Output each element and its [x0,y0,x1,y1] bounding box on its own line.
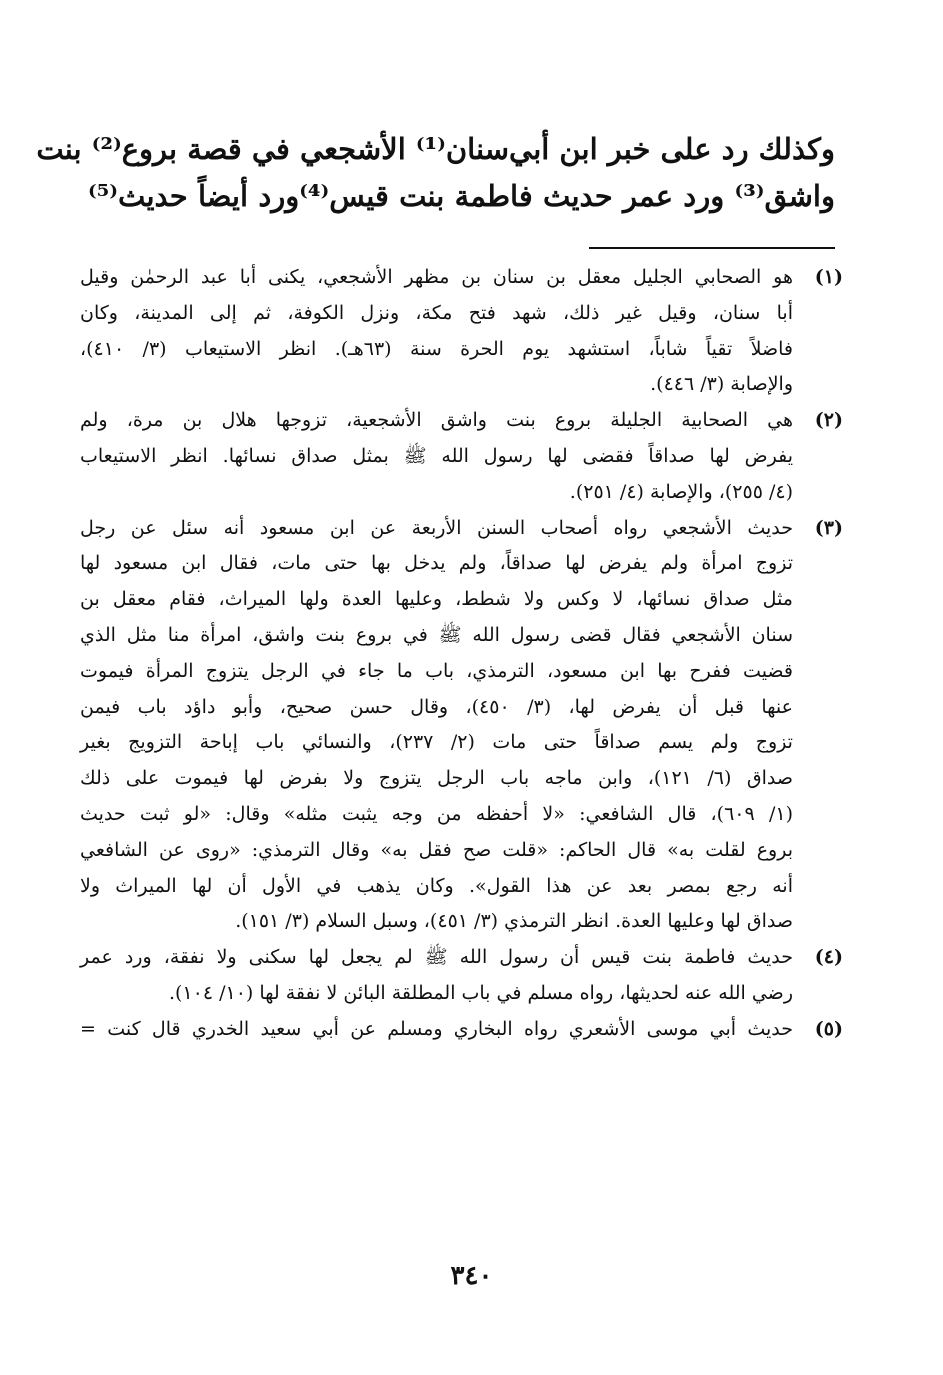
footnote-line: عنها قبل أن يفرض لها، (٣/ ٤٥٠)، وقال حسن صحيح، وأبو داؤد باب فيمن [80,695,793,718]
footnote-line: فاضلاً تقياً شاباً، استشهد يوم الحرة سنة (٦٣هـ). انظر الاستيعاب (٣/ ٤١٠)، [80,337,793,360]
page-number: ٣٤٠ [450,1261,493,1291]
footnote-line: تزوج ولم يسم صداقاً حتى مات (٢/ ٢٣٧)، والنسائي باب إباحة التزويج بغير [80,731,793,754]
footnote-line: حديث أبي موسى الأشعري رواه البخاري ومسلم عن أبي سعيد الخدري قال كنت = [80,1017,793,1040]
footnote-2 [80,403,843,510]
footnote-line: مثل صداق نسائها، لا وكس ولا شطط، وعليها العدة ولها الميراث، فقام معقل بن [80,588,793,611]
footnote-line: حديث الأشجعي رواه أصحاب السنن الأربعة عن ابن مسعود أنه سئل عن رجل [80,516,793,539]
footnote-4 [80,940,843,1012]
footnote-number: (٥) [814,1017,843,1040]
footnote-separator [589,247,835,249]
footnote-line: تزوج امرأة ولم يفرض لها صداقاً، ولم يدخل بها حتى مات، فقال ابن مسعود لها [80,552,793,575]
footnote-number: (٤) [814,946,843,969]
footnote-line: سنان الأشجعي فقال قضى رسول الله ﷺ في بروع بنت واشق، امرأة منا مثل الذي [80,623,793,646]
footnote-line: رضي الله عنه لحديثها، رواه مسلم في باب المطلقة البائن لا نفقة لها (١٠/ ١٠٤). [168,981,793,1004]
footnote-line: (٤/ ٢٥٥)، والإصابة (٤/ ٢٥١). [569,480,793,503]
footnote-number: (٢) [814,409,843,432]
footnote-3 [80,511,843,941]
footnote-line: (١/ ٦٠٩)، قال الشافعي: «لا أحفظه من وجه يثبت مثله» وقال: «لو ثبت حديث [80,802,793,825]
footnote-5 [80,1012,843,1048]
main-line-2: واشق⁽³⁾ ورد عمر حديث فاطمة بنت قيس⁽⁴⁾ورد أيضاً حديث⁽⁵⁾ [88,179,835,213]
footnote-line: صداق (٦/ ١٢١)، وابن ماجه باب الرجل يتزوج ولا بفرض لها فيموت على ذلك [80,767,793,790]
footnote-line: بروع لقلت به» قال الحاكم: «قلت صح فقل به» وقال الترمذي: «روى عن الشافعي [80,838,793,861]
footnote-number: (١) [814,266,843,288]
footnotes-section [80,260,843,1048]
footnote-line: يفرض لها صداقاً فقضى لها رسول الله ﷺ بمثل صداق نسائها. انظر الاستيعاب [80,444,793,467]
footnote-1 [80,260,843,403]
footnote-line: هو الصحابي الجليل معقل بن سنان بن مظهر الأشجعي، يكنى أبا عبد الرحمٰن وقيل [80,266,793,288]
footnote-line: صداق لها وعليها العدة. انظر الترمذي (٣/ ٤٥١)، وسبل السلام (٣/ ١٥١). [235,910,793,933]
footnote-number: (٣) [814,516,843,539]
footnote-line: قضيت ففرح بها ابن مسعود، الترمذي، باب ما جاء في الرجل يتزوج المرأة فيموت [80,659,793,682]
footnote-line: هي الصحابية الجليلة بروع بنت واشق الأشجعية، تزوجها هلال بن مرة، ولم [80,409,793,432]
footnote-line: أنه رجع بمصر بعد عن هذا القول». وكان يذهب في الأول أن لها الميراث ولا [80,874,793,897]
main-line-1: وكذلك رد على خبر ابن أبي‌سنان⁽¹⁾ الأشجعي في قصة بروع⁽²⁾ بنت [36,132,835,166]
footnote-line: والإصابة (٣/ ٤٤٦). [650,373,793,396]
main-paragraph [36,126,835,220]
footnote-line: حديث فاطمة بنت قيس أن رسول الله ﷺ لم يجعل لها سكنى ولا نفقة، ورد عمر [80,946,793,969]
footnote-line: أبا سنان، وقيل غير ذلك، شهد فتح مكة، ونزل الكوفة، ثم إلى المدينة، وكان [80,301,793,324]
